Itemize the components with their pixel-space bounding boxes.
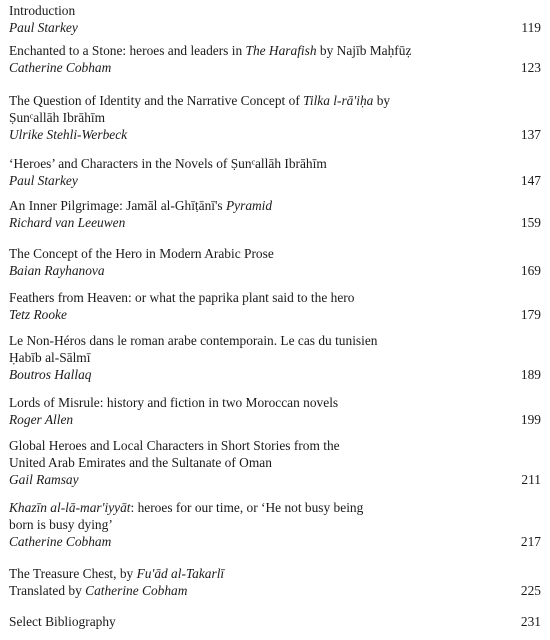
entry-title-line — [9, 565, 541, 582]
entry-author: Boutros Hallaq — [9, 367, 92, 382]
toc-entry[interactable] — [9, 499, 541, 550]
text-segment: Enchanted to a Stone: heroes and leaders in — [9, 43, 246, 58]
entry-author: Catherine Cobham — [9, 534, 112, 549]
entry-title-line — [9, 109, 541, 126]
text-segment: Le Non-Héros dans le roman arabe contemporain. Le cas du tunisien — [9, 333, 378, 348]
italic-title-segment: Catherine Cobham — [85, 583, 188, 598]
text-segment: : heroes for our time, or ‘He not busy being — [130, 500, 364, 515]
entry-title-line — [9, 516, 541, 533]
entry-author: Paul Starkey — [9, 173, 78, 188]
toc-entry[interactable] — [9, 2, 541, 36]
toc-entry[interactable] — [9, 613, 541, 630]
text-segment: Ḥabīb al-Sālmī — [9, 350, 91, 365]
text-segment: ‘Heroes’ and Characters in the Novels of Ṣunᶜallāh Ibrāhīm — [9, 156, 327, 171]
italic-title-segment: Khazīn al-lā-mar'iyyāt — [9, 500, 131, 515]
text-segment: by — [373, 93, 391, 108]
entry-page-number: 189 — [520, 367, 541, 382]
entry-page-number: 231 — [520, 614, 541, 629]
entry-page-number: 179 — [520, 307, 541, 322]
entry-page-number: 211 — [521, 472, 541, 487]
entry-author: Richard van Leeuwen — [9, 215, 126, 230]
toc-entry[interactable] — [9, 42, 541, 76]
entry-title-line — [9, 289, 541, 306]
entry-page-number: 169 — [520, 263, 541, 278]
italic-title-segment: Tilka l-rā'iḥa — [303, 93, 374, 108]
text-segment: born is busy dying’ — [9, 517, 113, 532]
entry-page-number: 159 — [520, 215, 541, 230]
toc-entry[interactable] — [9, 245, 541, 279]
text-segment: Translated by — [9, 583, 86, 598]
toc-entry[interactable] — [9, 197, 541, 231]
text-segment: Lords of Misrule: history and fiction in two Moroccan novels — [9, 395, 339, 410]
entry-title-line — [9, 245, 541, 262]
text-segment: Ṣunᶜallāh Ibrāhīm — [9, 110, 106, 125]
entry-page-number: 123 — [520, 60, 541, 75]
entry-page-number: 199 — [520, 412, 541, 427]
entry-title-line — [9, 499, 541, 516]
entry-author: Roger Allen — [9, 412, 74, 427]
entry-translator — [9, 582, 541, 599]
toc-entry[interactable] — [9, 332, 541, 383]
toc-entry[interactable] — [9, 437, 541, 488]
text-segment: The Treasure Chest, by — [9, 566, 137, 581]
entry-page-number: 137 — [520, 127, 541, 142]
toc-entry[interactable] — [9, 565, 541, 599]
toc-entry[interactable] — [9, 394, 541, 428]
text-segment: Select Bibliography — [9, 614, 116, 629]
entry-title-line — [9, 332, 541, 349]
entry-title-line — [9, 2, 541, 19]
text-segment: United Arab Emirates and the Sultanate of Oman — [9, 455, 272, 470]
entry-page-number: 147 — [520, 173, 541, 188]
text-segment: Feathers from Heaven: or what the paprika plant said to the hero — [9, 290, 355, 305]
entry-author: Ulrike Stehli-Werbeck — [9, 127, 128, 142]
entry-title-line — [9, 437, 541, 454]
entry-title-line — [9, 42, 541, 59]
entry-page-number: 119 — [521, 20, 541, 35]
entry-author: Catherine Cobham — [9, 60, 112, 75]
entry-author: Paul Starkey — [9, 20, 78, 35]
entry-title-line — [9, 92, 541, 109]
entry-title-line — [9, 155, 541, 172]
toc-entry[interactable] — [9, 92, 541, 143]
text-segment: Introduction — [9, 3, 76, 18]
entry-title-line — [9, 349, 541, 366]
text-segment: An Inner Pilgrimage: Jamāl al-Ghīṭānī's — [9, 198, 226, 213]
entry-title-line — [9, 394, 541, 411]
entry-author: Tetz Rooke — [9, 307, 67, 322]
entry-author: Baian Rayhanova — [9, 263, 105, 278]
text-segment: Global Heroes and Local Characters in Short Stories from the — [9, 438, 340, 453]
italic-title-segment: The Harafish — [245, 43, 317, 58]
toc-entry[interactable] — [9, 155, 541, 189]
text-segment: The Question of Identity and the Narrative Concept of — [9, 93, 304, 108]
entry-page-number: 225 — [520, 583, 541, 598]
entry-page-number: 217 — [520, 534, 541, 549]
text-segment: The Concept of the Hero in Modern Arabic Prose — [9, 246, 274, 261]
entry-title-line — [9, 454, 541, 471]
italic-title-segment: Pyramid — [225, 198, 273, 213]
toc-entry[interactable] — [9, 289, 541, 323]
entry-title-line — [9, 197, 541, 214]
entry-author: Gail Ramsay — [9, 472, 79, 487]
entry-title-line — [9, 613, 541, 630]
italic-title-segment: Fu'ād al-Takarlī — [136, 566, 225, 581]
text-segment: by Najīb Maḥfūẓ — [316, 43, 412, 58]
